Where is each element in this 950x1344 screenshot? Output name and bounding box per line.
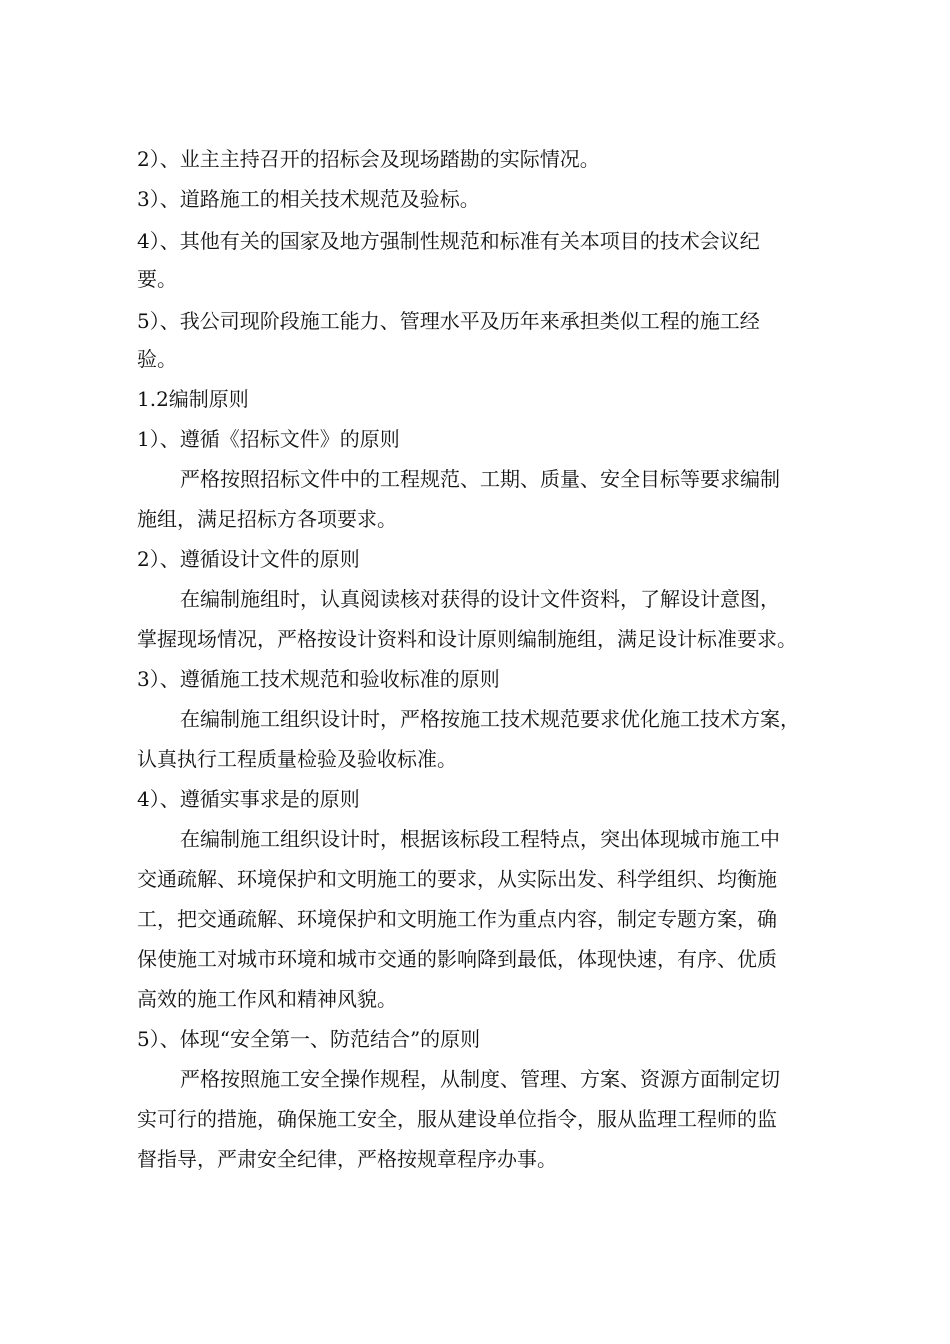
paragraph-line: 督指导，严肃安全纪律，严格按规章程序办事。	[137, 1147, 557, 1171]
text-line: 验。	[137, 347, 177, 371]
text-line: 5）、我公司现阶段施工能力、管理水平及历年来承担类似工程的施工经	[137, 309, 760, 333]
text-line: 要。	[137, 267, 177, 291]
paragraph-line: 在编制施工组织设计时，严格按施工技术规范要求优化施工技术方案，	[180, 707, 800, 731]
text-line: 3）、道路施工的相关技术规范及验标。	[137, 187, 480, 211]
subsection-heading: 1）、遵循《招标文件》的原则	[137, 427, 400, 451]
subsection-heading: 3）、遵循施工技术规范和验收标准的原则	[137, 667, 500, 691]
paragraph-line: 工，把交通疏解、环境保护和文明施工作为重点内容，制定专题方案，确	[137, 907, 777, 931]
paragraph-line: 保使施工对城市环境和城市交通的影响降到最低，体现快速，有序、优质	[137, 947, 777, 971]
paragraph-line: 在编制施组时，认真阅读核对获得的设计文件资料，了解设计意图，	[180, 587, 780, 611]
subsection-heading: 5）、体现“安全第一、防范结合”的原则	[137, 1027, 481, 1051]
paragraph-line: 实可行的措施，确保施工安全，服从建设单位指令，服从监理工程师的监	[137, 1107, 777, 1131]
text-line: 4）、其他有关的国家及地方强制性规范和标准有关本项目的技术会议纪	[137, 229, 760, 253]
subsection-heading: 2）、遵循设计文件的原则	[137, 547, 360, 571]
text-line: 2）、业主主持召开的招标会及现场踏勘的实际情况。	[137, 147, 600, 171]
paragraph-line: 严格按照招标文件中的工程规范、工期、质量、安全目标等要求编制	[180, 467, 780, 491]
paragraph-line: 高效的施工作风和精神风貌。	[137, 987, 397, 1011]
paragraph-line: 认真执行工程质量检验及验收标准。	[137, 747, 457, 771]
subsection-heading: 4）、遵循实事求是的原则	[137, 787, 360, 811]
paragraph-line: 在编制施工组织设计时，根据该标段工程特点，突出体现城市施工中	[180, 827, 780, 851]
paragraph-line: 施组，满足招标方各项要求。	[137, 507, 397, 531]
paragraph-line: 交通疏解、环境保护和文明施工的要求，从实际出发、科学组织、均衡施	[137, 867, 777, 891]
section-heading: 1.2编制原则	[137, 387, 249, 411]
paragraph-line: 掌握现场情况，严格按设计资料和设计原则编制施组，满足设计标准要求。	[137, 627, 797, 651]
paragraph-line: 严格按照施工安全操作规程，从制度、管理、方案、资源方面制定切	[180, 1067, 780, 1091]
